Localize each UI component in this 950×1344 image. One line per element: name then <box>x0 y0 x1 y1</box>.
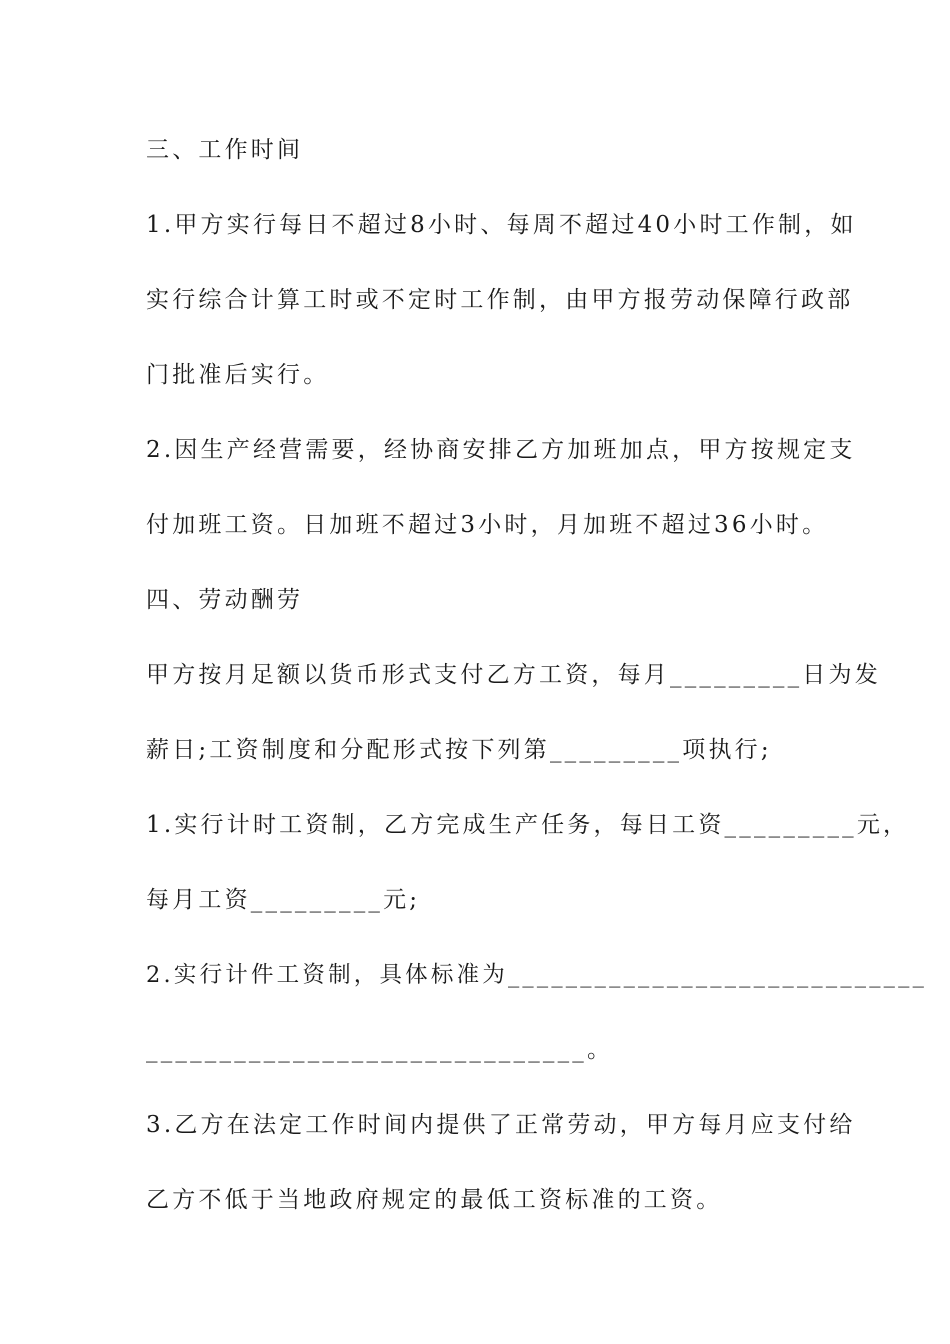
paragraph-line: 付加班工资。日加班不超过3小时，月加班不超过36小时。 <box>146 512 829 538</box>
section-heading-remuneration: 四、劳动酬劳 <box>146 587 304 613</box>
paragraph-line: 每月工资_________元; <box>146 887 421 913</box>
paragraph-line: 实行综合计算工时或不定时工作制，由甲方报劳动保障行政部 <box>146 287 854 313</box>
paragraph-line: 甲方按月足额以货币形式支付乙方工资，每月_________日为发 <box>146 662 881 688</box>
section-heading-work-hours: 三、工作时间 <box>146 137 304 163</box>
paragraph-line: 门批准后实行。 <box>146 362 330 388</box>
paragraph-line: 1.实行计时工资制，乙方完成生产任务，每日工资_________元， <box>146 812 910 838</box>
paragraph-line: 1.甲方实行每日不超过8小时、每周不超过40小时工作制，如 <box>146 212 857 238</box>
paragraph-line: 薪日;工资制度和分配形式按下列第_________项执行; <box>146 737 772 763</box>
paragraph-line: 2.实行计件工资制，具体标准为_____________________________ <box>146 962 928 988</box>
paragraph-line: 3.乙方在法定工作时间内提供了正常劳动，甲方每月应支付给 <box>146 1112 856 1138</box>
paragraph-line: ______________________________。 <box>146 1037 614 1063</box>
paragraph-line: 2.因生产经营需要，经协商安排乙方加班加点，甲方按规定支 <box>146 437 856 463</box>
paragraph-line: 乙方不低于当地政府规定的最低工资标准的工资。 <box>146 1187 723 1213</box>
